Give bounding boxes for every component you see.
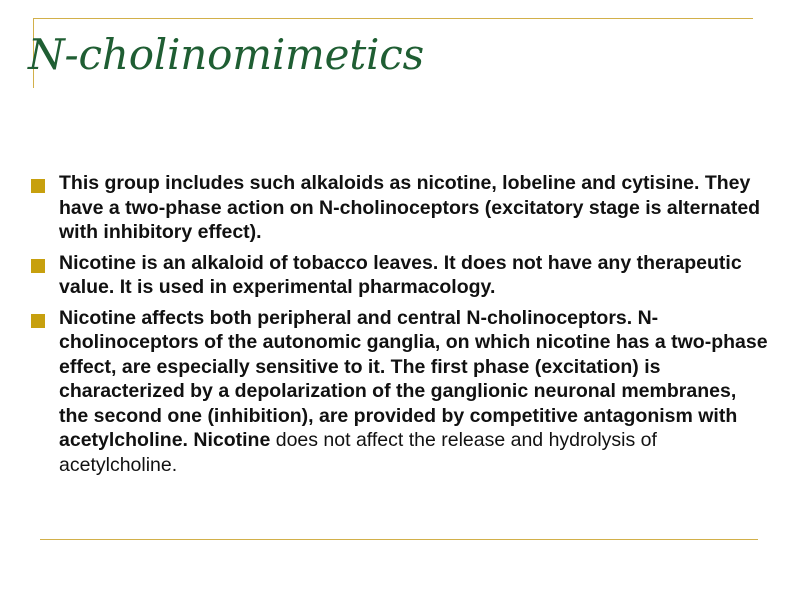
bullet-item-nicotine-effects: [30, 306, 770, 478]
bullet-item-nicotine-origin: [30, 251, 770, 300]
slide-title: N-cholinomimetics: [28, 30, 424, 79]
square-bullet-icon: [31, 179, 45, 193]
square-bullet-icon: [31, 259, 45, 273]
bullet-text-normal: does not affect the release and hydrolysis of acetylcholine.: [59, 429, 657, 476]
bullet-text: Nicotine is an alkaloid of tobacco leaves. It does not have any therapeutic value. It is used in experimental pharmacology.: [59, 251, 742, 298]
bullet-text: This group includes such alkaloids as nicotine, lobeline and cytisine. They have a two-phase action on N-cholinoceptors (excitatory stage is alternated with inhibitory effect).: [59, 172, 761, 243]
bullet-list: [30, 171, 770, 483]
bottom-rule-divider: [40, 539, 758, 540]
top-rule-divider: [33, 18, 753, 19]
bullet-item-alkaloids: [30, 171, 770, 245]
bullet-text-bold: Nicotine affects both peripheral and central N-cholinoceptors. N-cholinoceptors of the autonomic ganglia, on which nicotine has a two-phase effect, are especially sensitive to it. The first phase (excitation) is characterized by a depolarization of the ganglionic neuronal membranes, the second one (inhibition), are provided by competitive antagonism with acetylcholine. Nicotine: [59, 306, 768, 451]
square-bullet-icon: [31, 314, 45, 328]
